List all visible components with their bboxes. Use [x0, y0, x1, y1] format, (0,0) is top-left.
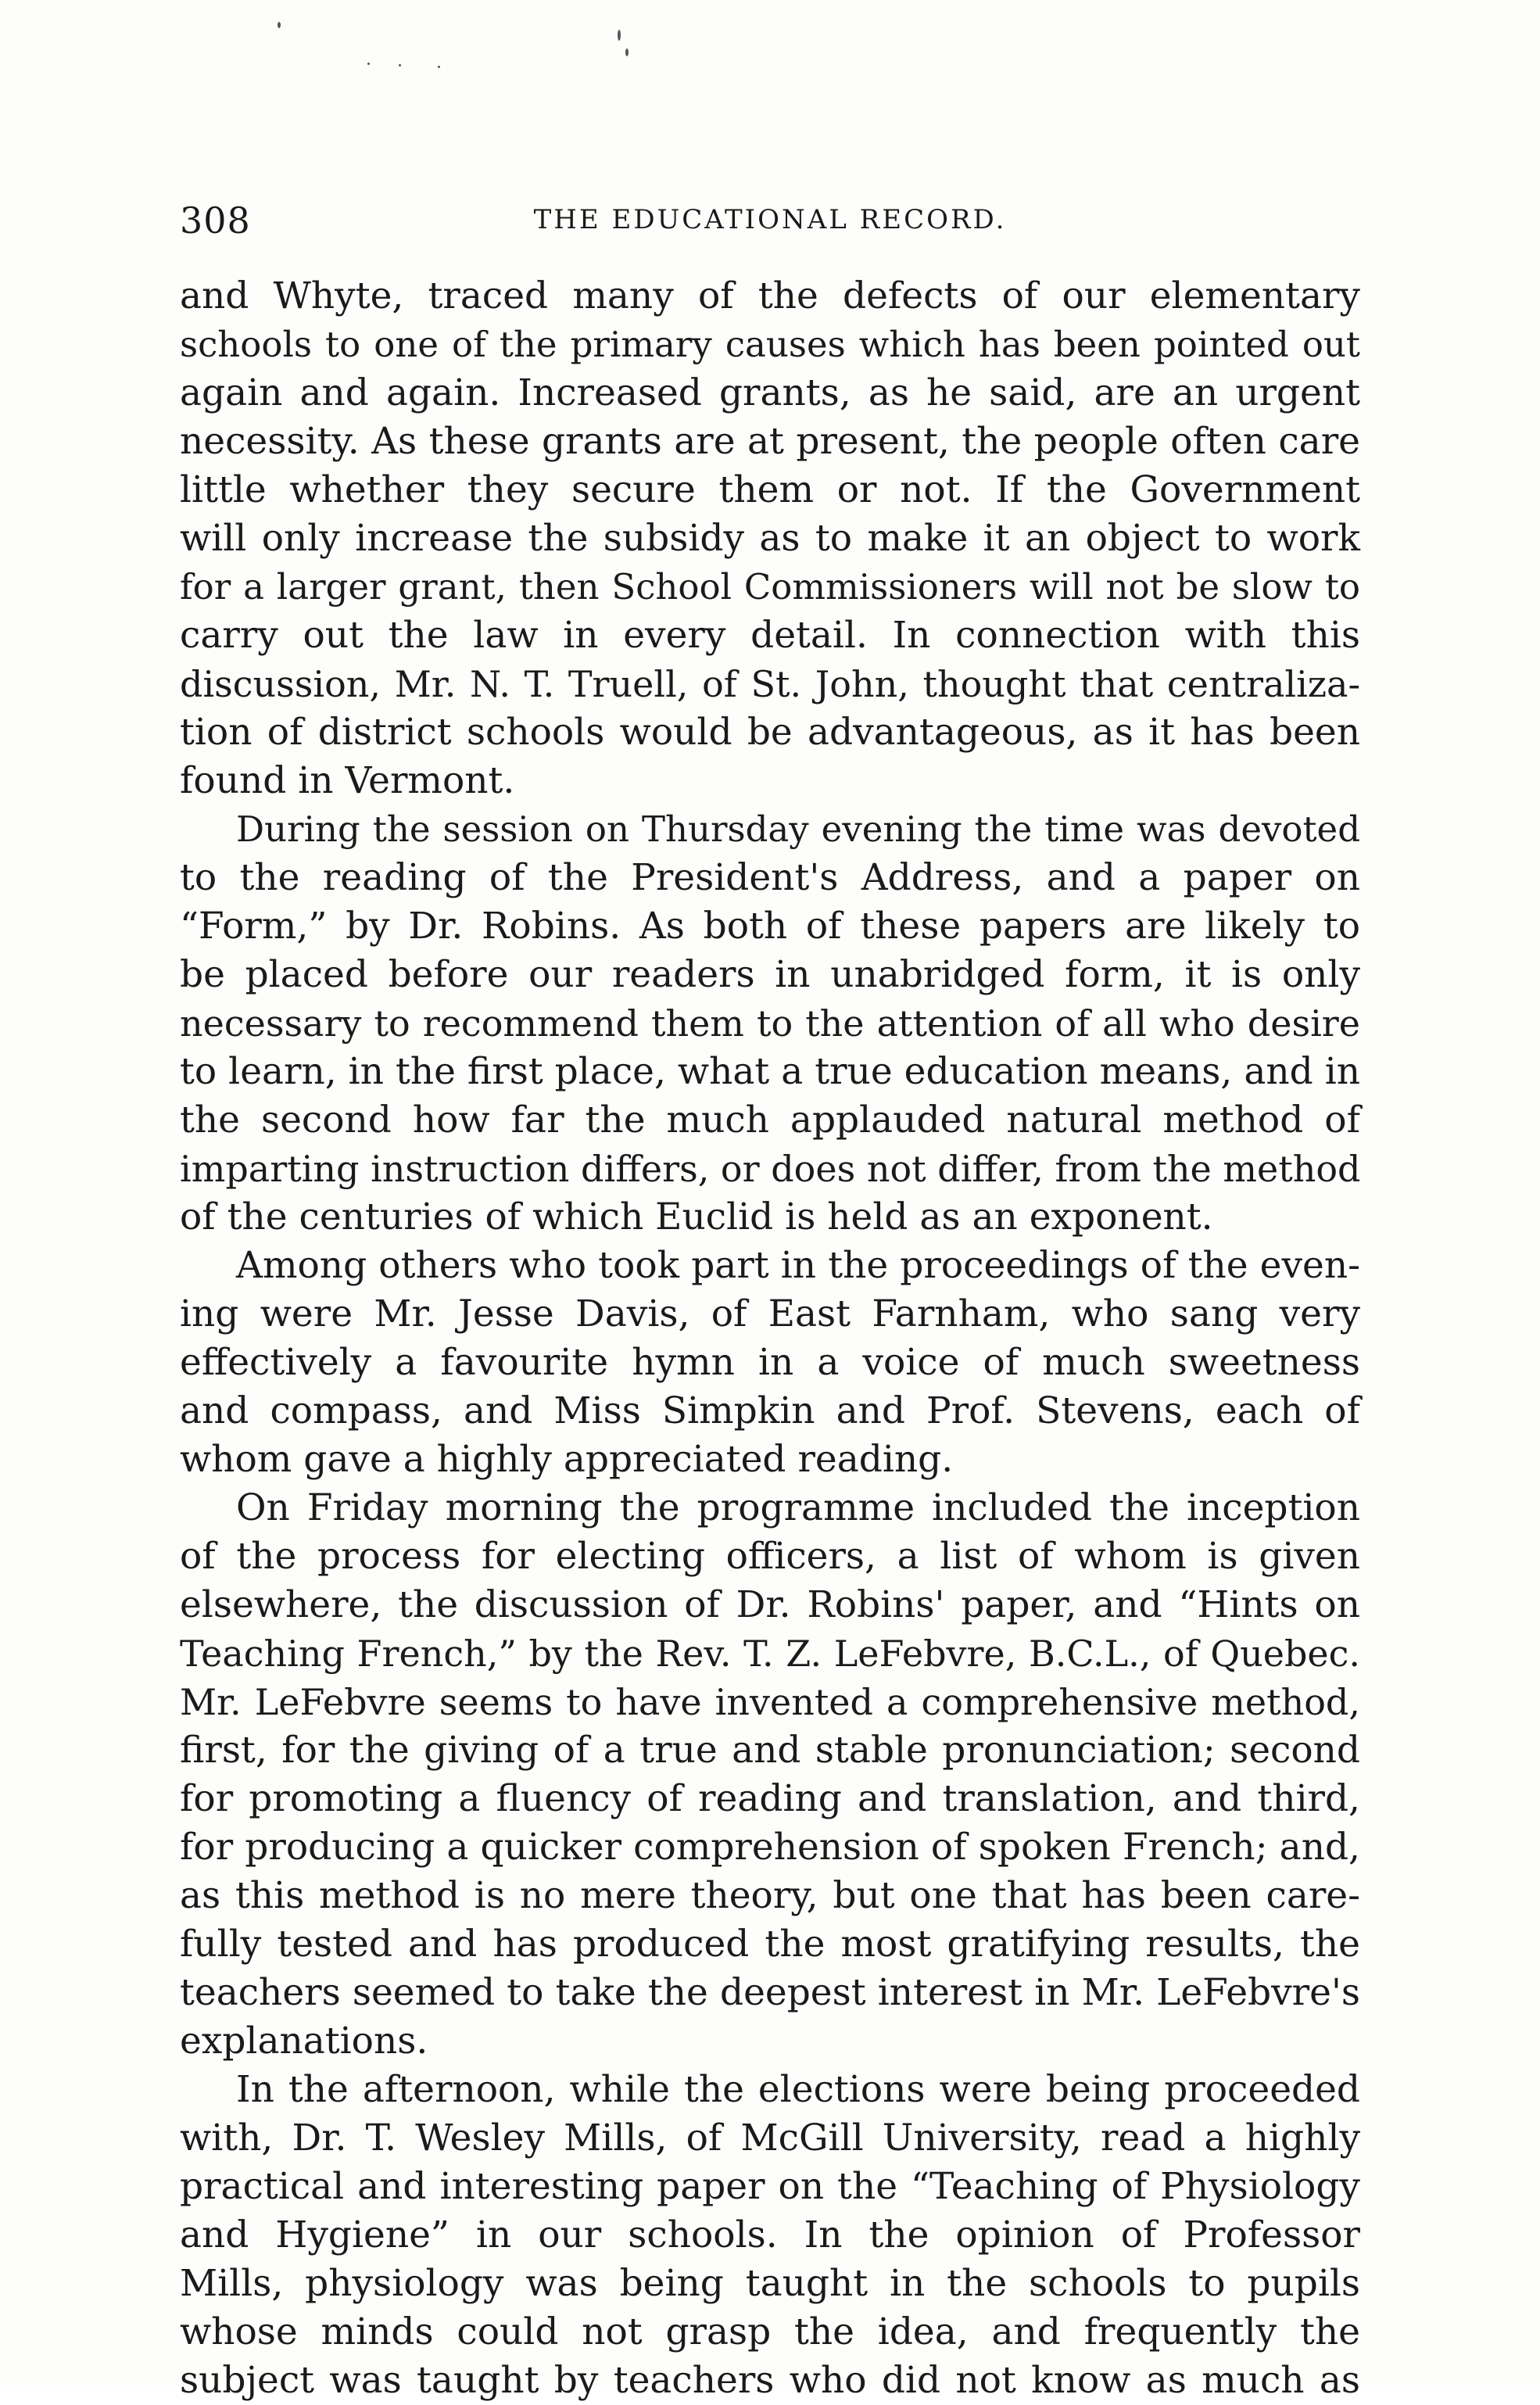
text-line: Among others who took part in the proceedings of the even-: [236, 1244, 1360, 1287]
text-line: schools to one of the primary causes which has been pointed out: [180, 324, 1360, 365]
running-header: [180, 199, 1360, 246]
text-line: to the reading of the President's Address, and a paper on: [180, 856, 1360, 899]
text-line: little whether they secure them or not. If the Government: [180, 468, 1360, 511]
text-line: teachers seemed to take the deepest interest in Mr. LeFebvre's: [180, 1971, 1360, 2014]
text-line: and Whyte, traced many of the defects of our elementary: [180, 274, 1360, 317]
text-line: necessary to recommend them to the attention of all who desire: [180, 1002, 1360, 1045]
text-line: first, for the giving of a true and stable pronunciation; second: [180, 1729, 1360, 1772]
text-line: found in Vermont.: [180, 759, 515, 802]
text-line: with, Dr. T. Wesley Mills, of McGill University, read a highly: [180, 2116, 1360, 2159]
text-line: imparting instruction differs, or does not differ, from the method: [180, 1148, 1361, 1190]
text-line: whom gave a highly appreciated reading.: [180, 1438, 954, 1481]
text-line: discussion, Mr. N. T. Truell, of St. John, thought that centraliza-: [180, 663, 1360, 705]
text-line: elsewhere, the discussion of Dr. Robins' paper, and “Hints on: [180, 1583, 1360, 1626]
text-line: Mills, physiology was being taught in the schools to pupils: [180, 2262, 1360, 2305]
article-body: [180, 272, 1360, 2405]
text-line: ing were Mr. Jesse Davis, of East Farnham, who sang very: [180, 1292, 1360, 1335]
text-line: and compass, and Miss Simpkin and Prof. Stevens, each of: [180, 1389, 1360, 1432]
text-line: will only increase the subsidy as to make it an object to work: [180, 517, 1360, 560]
text-line: subject was taught by teachers who did not know as much as: [180, 2359, 1360, 2402]
text-line: for a larger grant, then School Commissioners will not be slow to: [180, 566, 1360, 608]
text-line: Teaching French,” by the Rev. T. Z. LeFebvre, B.C.L., of Quebec.: [180, 1633, 1360, 1675]
scan-speck: [278, 22, 281, 28]
scan-speck: [438, 66, 440, 68]
scan-speck: [367, 63, 370, 65]
text-line: the second how far the much applauded natural method of: [180, 1099, 1360, 1142]
text-line: tion of district schools would be advantageous, as it has been: [180, 711, 1360, 754]
text-line: effectively a favourite hymn in a voice of much sweetness: [180, 1341, 1360, 1384]
text-line: and Hygiene” in our schools. In the opinion of Professor: [180, 2213, 1360, 2256]
text-line: again and again. Increased grants, as he said, are an urgent: [180, 371, 1360, 414]
scan-speck: [625, 48, 629, 56]
text-line: On Friday morning the programme included the inception: [236, 1486, 1360, 1529]
text-line: for producing a quicker comprehension of spoken French; and,: [180, 1826, 1360, 1869]
text-line: whose minds could not grasp the idea, and frequently the: [180, 2310, 1360, 2353]
text-line: as this method is no mere theory, but one that has been care-: [180, 1874, 1360, 1917]
text-line: fully tested and has produced the most gratifying results, the: [180, 1923, 1360, 1966]
text-line: carry out the law in every detail. In connection with this: [180, 614, 1360, 657]
text-line: of the centuries of which Euclid is held as an exponent.: [180, 1195, 1213, 1238]
text-line: explanations.: [180, 2020, 428, 2063]
scan-speck: [399, 64, 401, 66]
text-line: In the afternoon, while the elections were being proceeded: [236, 2068, 1360, 2111]
text-line: practical and interesting paper on the “Teaching of Physiology: [180, 2165, 1360, 2208]
text-line: be placed before our readers in unabridged form, it is only: [180, 953, 1360, 996]
text-line: of the process for electing officers, a list of whom is given: [180, 1535, 1360, 1578]
text-line: During the session on Thursday evening the time was devoted: [236, 808, 1360, 850]
text-line: “Form,” by Dr. Robins. As both of these papers are likely to: [180, 905, 1360, 948]
page-number: 308: [180, 199, 251, 242]
scan-speck: [618, 30, 621, 41]
text-line: necessity. As these grants are at present, the people often care: [180, 420, 1360, 463]
text-line: to learn, in the first place, what a true education means, and in: [180, 1050, 1360, 1093]
running-title: THE EDUCATIONAL RECORD.: [533, 204, 1007, 235]
text-line: Mr. LeFebvre seems to have invented a comprehensive method,: [180, 1681, 1360, 1723]
text-line: for promoting a fluency of reading and translation, and third,: [180, 1777, 1360, 1820]
